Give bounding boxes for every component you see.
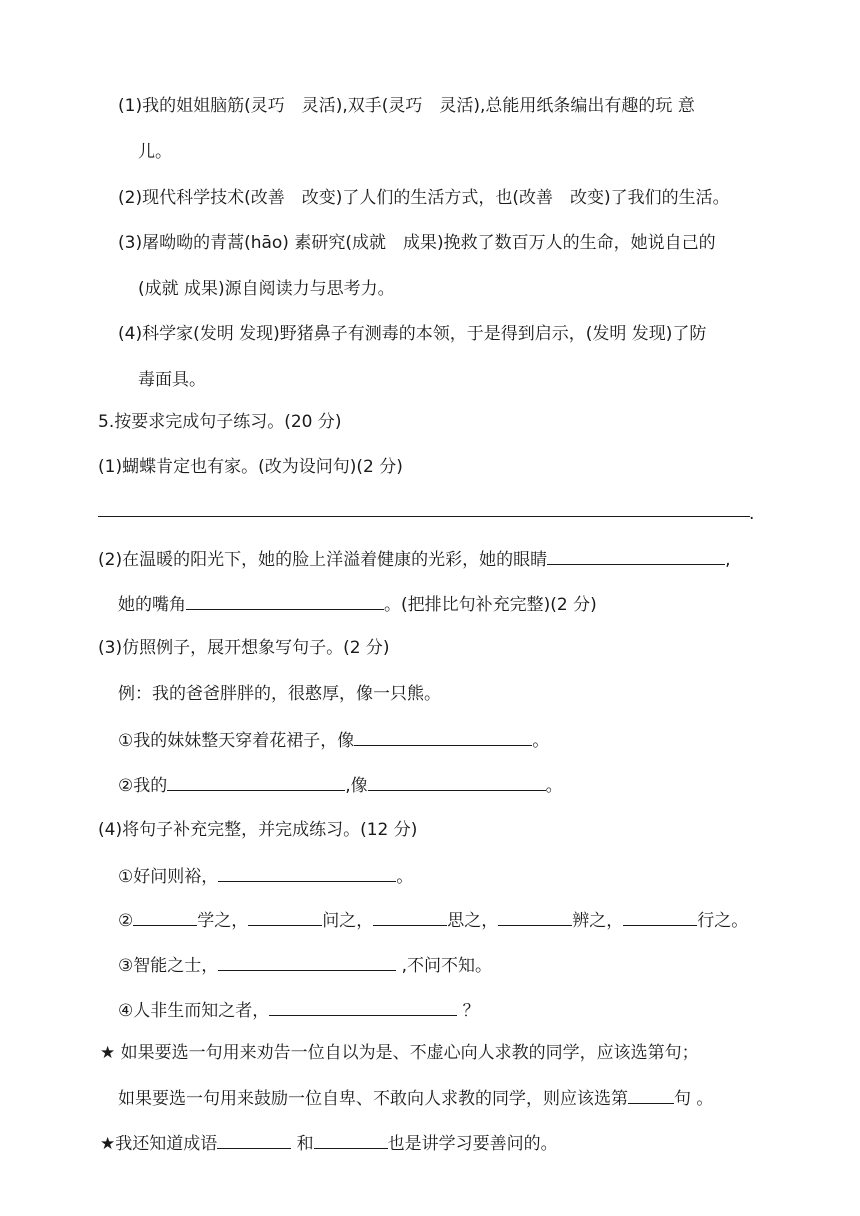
blank-2d[interactable]	[498, 907, 572, 926]
q5-3-item1: ①我的妹妹整天穿着花裙子，像 。	[118, 727, 549, 753]
star-line1: ★ 如果要选一句用来劝告一位自以为是、不虚心向人求教的同学，应该选第句；	[100, 1043, 699, 1063]
blank-idiom-1[interactable]	[217, 1130, 291, 1149]
blank-eyes[interactable]	[547, 546, 725, 565]
q5-3-prompt: (3)仿照例子，展开想象写句子。(2 分)	[98, 638, 390, 658]
end-period: .	[749, 504, 755, 524]
q5-4-prompt: (4)将句子补充完整，并完成练习。(12 分)	[98, 820, 418, 840]
blank-1[interactable]	[218, 863, 396, 882]
blank-2b[interactable]	[248, 907, 322, 926]
blank-like-2[interactable]	[368, 772, 546, 791]
q4-1-line1: (1)我的姐姐脑筋(灵巧 灵活),双手(灵巧 灵活),总能用纸条编出有趣的玩 意	[118, 96, 695, 116]
q5-4-item4: ④人非生而知之者， ？	[118, 997, 480, 1023]
q5-4-item2: ② 学之， 问之， 思之， 辨之， 行之。	[118, 907, 748, 933]
blank-like-1[interactable]	[354, 727, 532, 746]
star-line2: 如果要选一句用来鼓励一位自卑、不敢向人求教的同学，则应该选第 句 。	[118, 1085, 713, 1111]
blank-idiom-2[interactable]	[314, 1130, 388, 1149]
blank-sentence-number[interactable]	[628, 1085, 674, 1104]
section-5-heading: 5.按要求完成句子练习。(20 分)	[98, 412, 342, 432]
q4-4-line1: (4)科学家(发明 发现)野猪鼻子有测毒的本领，于是得到启示，(发明 发现)了防	[118, 324, 707, 344]
q4-3-line2: (成就 成果)源自阅读力与思考力。	[138, 279, 395, 299]
blank-subject[interactable]	[167, 772, 345, 791]
blank-2a[interactable]	[133, 907, 197, 926]
q5-4-item3: ③智能之士， ,不问不知。	[118, 952, 492, 978]
blank-3[interactable]	[218, 952, 396, 971]
answer-line[interactable]	[98, 516, 750, 517]
example-sentence: 例：我的爸爸胖胖的，很憨厚，像一只熊。	[118, 684, 441, 704]
blank-2e[interactable]	[623, 907, 697, 926]
q5-3-item2: ②我的 ,像 。	[118, 772, 563, 798]
blank-2c[interactable]	[373, 907, 447, 926]
q4-4-line2: 毒面具。	[138, 370, 206, 390]
q5-4-item1: ①好问则裕， 。	[118, 863, 413, 889]
q5-1-prompt: (1)蝴蝶肯定也有家。(改为设问句)(2 分)	[98, 457, 403, 477]
blank-4[interactable]	[269, 997, 457, 1016]
star-line3: ★我还知道成语 和 也是讲学习要善问的。	[100, 1130, 558, 1156]
q4-1-line2: 儿。	[138, 142, 172, 162]
q4-2-line: (2)现代科学技术(改善 改变)了人们的生活方式，也(改善 改变)了我们的生活。	[118, 188, 730, 208]
q5-2-line2: 她的嘴角 。(把排比句补充完整)(2 分)	[118, 591, 597, 617]
q5-2-line1: (2)在温暖的阳光下，她的脸上洋溢着健康的光彩，她的眼睛 ,	[98, 546, 731, 572]
blank-mouth[interactable]	[186, 591, 384, 610]
q4-3-line1: (3)屠呦呦的青蒿(hāo) 素研究(成就 成果)挽救了数百万人的生命，她说自己的	[118, 233, 716, 253]
